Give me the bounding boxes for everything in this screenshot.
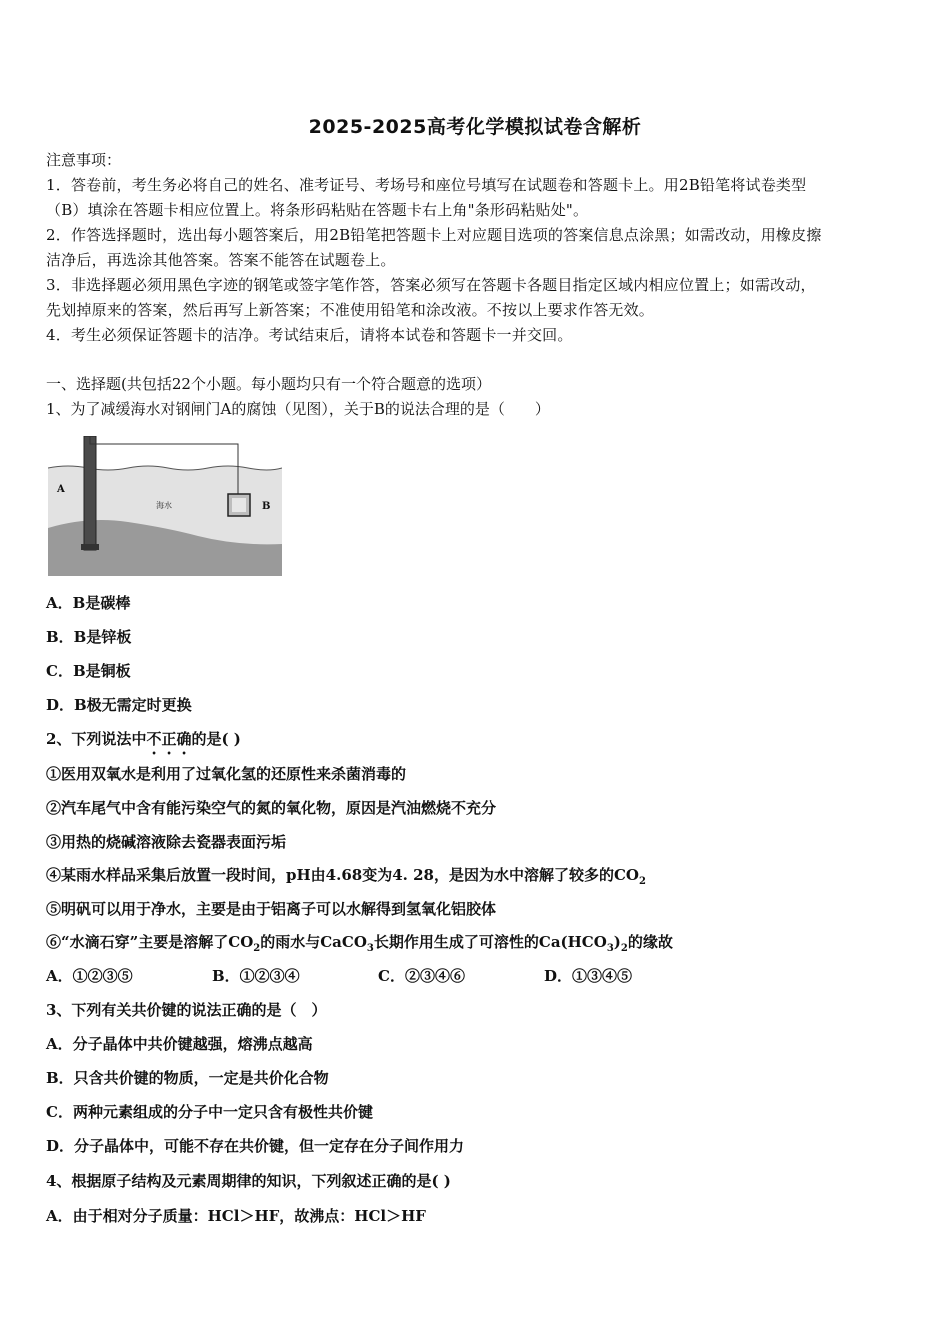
q1-option-a[interactable]: A．B是碳棒	[46, 594, 131, 612]
subscript: 3	[606, 943, 614, 954]
label-a: A	[57, 484, 65, 495]
question-1-stem: 1、为了减缓海水对钢闸门A的腐蚀（见图），关于B的说法合理的是（ ）	[46, 400, 550, 418]
statement-text: )	[613, 933, 621, 951]
stem-text: 的是( )	[191, 730, 241, 748]
notice-line: （B）填涂在答题卡相应位置上。将条形码粘贴在答题卡右上角"条形码粘贴处"。	[46, 201, 589, 219]
q2-statement-2: ②汽车尾气中含有能污染空气的氮的氧化物，原因是汽油燃烧不充分	[46, 799, 497, 817]
q2-option-c[interactable]: C．②③④⑥	[378, 967, 465, 985]
question-3-stem: 3、下列有关共价键的说法正确的是（ ）	[46, 1001, 327, 1019]
statement-text: 长期作用生成了可溶性的Ca(HCO	[373, 933, 607, 951]
notice-line: 4．考生必须保证答题卡的洁净。考试结束后，请将本试卷和答题卡一并交回。	[46, 326, 573, 344]
notice-line: 洁净后，再选涂其他答案。答案不能答在试题卷上。	[46, 251, 396, 269]
q4-option-a[interactable]: A．由于相对分子质量：HCl＞HF，故沸点：HCl＞HF	[46, 1207, 426, 1225]
notice-line: 3．非选择题必须用黑色字迹的钢笔或签字笔作答，答案必须写在答题卡各题目指定区域内相应位置上；如需改动，	[46, 276, 816, 294]
q3-option-d[interactable]: D．分子晶体中，可能不存在共价键，但一定存在分子间作用力	[46, 1137, 465, 1155]
q2-statement-1: ①医用双氧水是利用了过氧化氢的还原性来杀菌消毒的	[46, 765, 407, 783]
q2-option-a[interactable]: A．①②③⑤	[46, 967, 133, 985]
sea-water-label: 海水	[156, 501, 172, 510]
question-2-stem	[46, 729, 241, 758]
q2-option-b[interactable]: B．①②③④	[212, 967, 300, 985]
label-b: B	[262, 501, 271, 512]
subscript: 2	[253, 943, 261, 954]
q3-option-c[interactable]: C．两种元素组成的分子中一定只含有极性共价键	[46, 1103, 373, 1121]
q2-option-d[interactable]: D．①③④⑤	[544, 967, 633, 985]
notice-heading: 注意事项：	[46, 151, 122, 169]
stem-emphasis: 不正确	[146, 730, 192, 748]
subscript: 3	[366, 943, 374, 954]
q3-option-a[interactable]: A．分子晶体中共价键越强，熔沸点越高	[46, 1035, 313, 1053]
question-4-stem: 4、根据原子结构及元素周期律的知识，下列叙述正确的是( )	[46, 1172, 451, 1190]
statement-text: ⑥“水滴石穿”主要是溶解了CO	[46, 933, 254, 951]
q2-statement-6	[46, 932, 673, 959]
statement-text: 的雨水与CaCO	[260, 933, 367, 951]
stem-text: 2、下列说法中	[46, 730, 147, 748]
q2-statement-3: ③用热的烧碱溶液除去瓷器表面污垢	[46, 833, 287, 851]
q2-statement-5: ⑤明矾可以用于净水，主要是由于铝离子可以水解得到氢氧化铝胶体	[46, 900, 497, 918]
statement-text: ④某雨水样品采集后放置一段时间，pH由4.68变为4. 28，是因为水中溶解了较多的CO	[46, 866, 639, 884]
sluice-gate-figure	[48, 436, 282, 576]
q1-option-b[interactable]: B．B是锌板	[46, 628, 132, 646]
notice-line: 2．作答选择题时，选出每小题答案后，用2B铅笔把答题卡上对应题目选项的答案信息点涂黑；如需改动，用橡皮擦	[46, 226, 822, 244]
q2-statement-4	[46, 865, 646, 892]
subscript: 2	[620, 943, 628, 954]
q3-option-b[interactable]: B．只含共价键的物质，一定是共价化合物	[46, 1069, 329, 1087]
page-title: 2025-2025高考化学模拟试卷含解析	[308, 116, 642, 138]
q1-option-d[interactable]: D．B极无需定时更换	[46, 696, 192, 714]
statement-text: 的缘故	[627, 933, 673, 951]
notice-line: 1．答卷前，考生务必将自己的姓名、准考证号、考场号和座位号填写在试题卷和答题卡上。用2B铅笔将试卷类型	[46, 176, 807, 194]
notice-line: 先划掉原来的答案，然后再写上新答案；不准使用铅笔和涂改液。不按以上要求作答无效。	[46, 301, 655, 319]
section-heading: 一、选择题(共包括22个小题。每小题均只有一个符合题意的选项）	[46, 375, 491, 393]
q1-option-c[interactable]: C．B是铜板	[46, 662, 131, 680]
subscript: 2	[638, 876, 646, 887]
